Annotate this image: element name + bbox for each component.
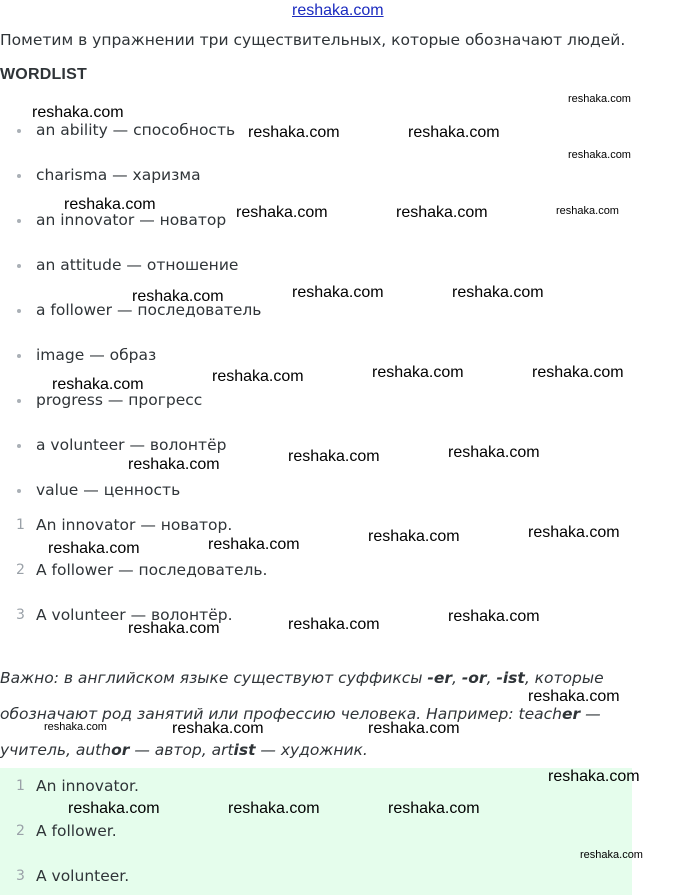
watermark: reshaka.com: [208, 536, 300, 553]
watermark: reshaka.com: [248, 124, 340, 141]
watermark: reshaka.com: [128, 620, 220, 637]
wordlist-item-text: charisma — харизма: [36, 166, 201, 184]
bullet-dot-icon: [17, 354, 21, 358]
note-text: — художник.: [255, 741, 368, 759]
final-answer-text: A follower.: [36, 822, 117, 840]
watermark: reshaka.com: [408, 124, 500, 141]
suffix-er: er: [562, 705, 581, 723]
bullet-dot-icon: [17, 219, 21, 223]
watermark: reshaka.com: [448, 444, 540, 461]
intro-text: Пометим в упражнении три существительных, которые обозначают людей.: [0, 31, 626, 49]
final-answer-text: A volunteer.: [36, 867, 130, 885]
watermark: reshaka.com: [372, 364, 464, 381]
bullet-dot-icon: [17, 489, 21, 493]
watermark: reshaka.com: [528, 688, 620, 705]
watermark: reshaka.com: [556, 205, 619, 217]
answer-text: A volunteer — волонтёр.: [36, 606, 233, 624]
watermark: reshaka.com: [448, 608, 540, 625]
watermark: reshaka.com: [228, 800, 320, 817]
watermark: reshaka.com: [568, 93, 631, 105]
note-text: ,: [486, 669, 497, 687]
site-header-link[interactable]: reshaka.com: [292, 2, 384, 19]
watermark: reshaka.com: [396, 204, 488, 221]
watermark: reshaka.com: [52, 376, 144, 393]
answer-text: A follower — последователь.: [36, 561, 268, 579]
wordlist-item-text: an innovator — новатор: [36, 211, 227, 229]
suffix-or: -or: [461, 669, 487, 687]
list-number: 3: [16, 868, 25, 884]
wordlist-item-text: a volunteer — волонтёр: [36, 436, 227, 454]
watermark: reshaka.com: [64, 196, 156, 213]
note-text: Важно: в английском языке существуют суффиксы: [0, 669, 428, 687]
watermark: reshaka.com: [32, 104, 124, 121]
suffix-or: or: [111, 741, 130, 759]
watermark: reshaka.com: [172, 720, 264, 737]
note-text: —: [580, 705, 601, 723]
bullet-dot-icon: [17, 309, 21, 313]
watermark: reshaka.com: [44, 721, 107, 733]
watermark: reshaka.com: [368, 528, 460, 545]
bullet-dot-icon: [17, 399, 21, 403]
list-number: 3: [16, 607, 25, 623]
watermark: reshaka.com: [288, 448, 380, 465]
watermark: reshaka.com: [548, 768, 640, 785]
watermark: reshaka.com: [292, 284, 384, 301]
watermark: reshaka.com: [236, 204, 328, 221]
list-number: 1: [16, 517, 25, 533]
watermark: reshaka.com: [532, 364, 624, 381]
answer-text: An innovator — новатор.: [36, 516, 233, 534]
watermark: reshaka.com: [68, 800, 160, 817]
wordlist-title: WORDLIST: [0, 66, 87, 83]
list-number: 2: [16, 562, 25, 578]
wordlist-item-text: an ability — способность: [36, 121, 236, 139]
wordlist-item-text: value — ценность: [36, 481, 181, 499]
wordlist-item-text: an attitude — отношение: [36, 256, 239, 274]
watermark: reshaka.com: [368, 720, 460, 737]
suffix-ist: -ist: [496, 669, 525, 687]
watermark: reshaka.com: [452, 284, 544, 301]
wordlist-item-text: a follower — последователь: [36, 301, 262, 319]
wordlist-item-text: image — образ: [36, 346, 157, 364]
note-text: обозначают род занятий или профессию человека. Например: teach: [0, 705, 562, 723]
watermark: reshaka.com: [528, 524, 620, 541]
list-number: 2: [16, 823, 25, 839]
suffix-ist: ist: [233, 741, 256, 759]
bullet-dot-icon: [17, 444, 21, 448]
list-number: 1: [16, 778, 25, 794]
bullet-dot-icon: [17, 264, 21, 268]
watermark: reshaka.com: [212, 368, 304, 385]
note-text: — автор, art: [129, 741, 234, 759]
note-text: , которые: [524, 669, 604, 687]
bullet-dot-icon: [17, 129, 21, 133]
note-text: ,: [451, 669, 462, 687]
watermark: reshaka.com: [580, 849, 643, 861]
watermark: reshaka.com: [128, 456, 220, 473]
watermark: reshaka.com: [288, 616, 380, 633]
watermark: reshaka.com: [388, 800, 480, 817]
watermark: reshaka.com: [132, 288, 224, 305]
watermark: reshaka.com: [48, 540, 140, 557]
note-line-3: [0, 741, 368, 759]
final-answer-text: An innovator.: [36, 777, 139, 795]
bullet-dot-icon: [17, 174, 21, 178]
note-line-1: [0, 669, 604, 687]
suffix-er: -er: [427, 669, 452, 687]
wordlist-item-text: progress — прогресс: [36, 391, 203, 409]
note-text: учитель, auth: [0, 741, 112, 759]
watermark: reshaka.com: [568, 149, 631, 161]
